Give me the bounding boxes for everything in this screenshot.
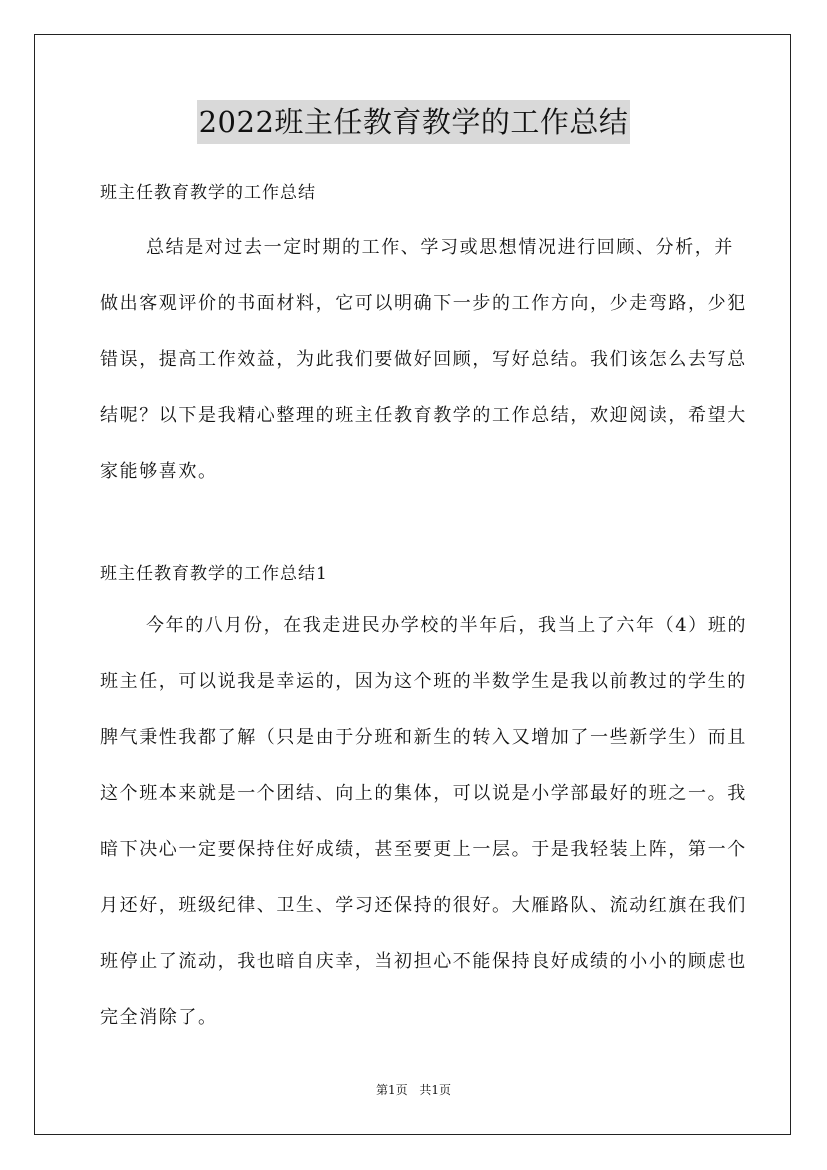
intro-heading: 班主任教育教学的工作总结 [100,183,316,203]
document-title-text: 2022班主任教育教学的工作总结 [197,100,631,144]
document-title [0,100,827,144]
intro-paragraph: 总结是对过去一定时期的工作、学习或思想情况进行回顾、分析，并做出客观评价的书面材料，它可以明确下一步的工作方向，少走弯路，少犯错误，提高工作效益，为此我们要做好回顾，写好总结。我们该怎么去写总结呢？以下是我精心整理的班主任教育教学的工作总结，欢迎阅读，希望大家能够喜欢。 [100,237,747,482]
section1-paragraph: 今年的八月份，在我走进民办学校的半年后，我当上了六年（4）班的班主任，可以说我是幸运的，因为这个班的半数学生是我以前教过的学生的脾气秉性我都了解（只是由于分班和新生的转入又增加了一些新学生）而且这个班本来就是一个团结、向上的集体，可以说是小学部最好的班之一。我暗下决心一定要保持住好成绩，甚至要更上一层。于是我轻装上阵，第一个月还好，班级纪律、卫生、学习还保持的很好。大雁路队、流动红旗在我们班停止了流动，我也暗自庆幸，当初担心不能保持良好成绩的小小的顾虑也完全消除了。 [100,615,748,1028]
page-total: 共1页 [419,1083,452,1097]
page-number: 第1页 [375,1083,408,1097]
page-footer [0,1082,827,1098]
section1-heading: 班主任教育教学的工作总结1 [100,564,328,584]
